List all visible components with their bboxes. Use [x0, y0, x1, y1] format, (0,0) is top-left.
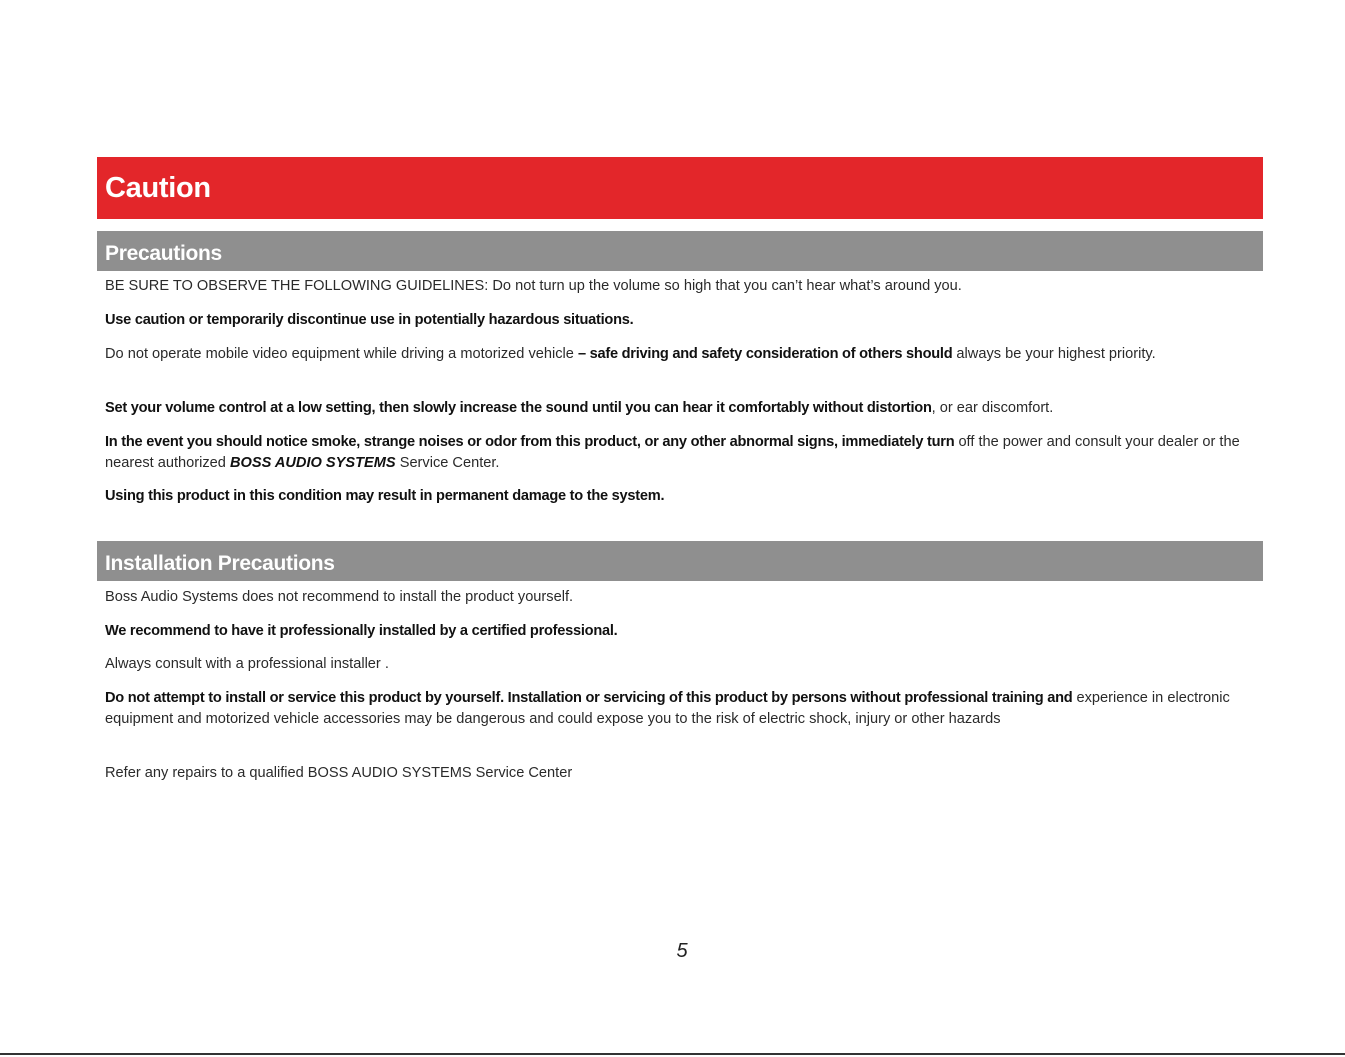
installation-paragraph-3: Always consult with a professional installer . [105, 656, 389, 672]
installation-paragraph-4 [105, 688, 1253, 729]
precautions-p4-text-b: , or ear discomfort. [931, 400, 1054, 416]
installation-p4-text-a: Do not attempt to install or service this product by yourself [105, 690, 501, 706]
precautions-paragraph-1: BE SURE TO OBSERVE THE FOLLOWING GUIDELINES: Do not turn up the volume so high that you can’t hear what’s around you. [105, 278, 962, 294]
precautions-paragraph-4 [105, 398, 1253, 419]
bottom-divider [0, 1053, 1345, 1055]
precautions-p4-text-a: Set your volume control at a low setting, then slowly increase the sound until you can hear it comfortably without distortion [105, 400, 932, 416]
precautions-paragraph-5 [105, 432, 1253, 473]
precautions-p5-text-d: Service Center. [395, 454, 500, 471]
precautions-p3-text-b: – safe driving and safety consideration of others should [577, 346, 953, 362]
installation-paragraph-1: Boss Audio Systems does not recommend to install the product yourself. [105, 589, 574, 605]
precautions-p3-text-c: always be your highest priority. [952, 346, 1156, 362]
precautions-p5-brand: BOSS AUDIO SYSTEMS [229, 454, 396, 471]
precautions-p5-text-b: off the power and consult your dealer or the nearest authorized [105, 434, 1240, 471]
precautions-header [97, 231, 1263, 271]
caution-banner [97, 157, 1263, 219]
installation-p4-text-c: experience in electronic equipment and motorized vehicle accessories may be dangerous and could expose you to the risk of electric shock, injury or other hazards [105, 690, 1230, 727]
precautions-title: Precautions [105, 242, 222, 265]
precautions-p5-text-a: In the event you should notice smoke, strange noises or odor from this product, or any other abnormal signs, immediately turn [105, 434, 955, 450]
precautions-p3-text-a: Do not operate mobile video equipment while driving a motorized vehicle [105, 346, 578, 362]
precautions-paragraph-6: Using this product in this condition may result in permanent damage to the system. [105, 488, 665, 504]
installation-header [97, 541, 1263, 581]
caution-title: Caution [105, 172, 211, 204]
precautions-paragraph-3 [105, 344, 1253, 365]
precautions-paragraph-2: Use caution or temporarily discontinue use in potentially hazardous situations. [105, 312, 634, 328]
installation-title: Installation Precautions [105, 552, 335, 575]
installation-paragraph-5: Refer any repairs to a qualified BOSS AUDIO SYSTEMS Service Center [105, 765, 573, 781]
installation-p4-text-b: . Installation or servicing of this product by persons without professional training and [500, 690, 1073, 706]
page-number: 5 [676, 940, 688, 962]
installation-paragraph-2: We recommend to have it professionally installed by a certified professional. [105, 623, 618, 639]
